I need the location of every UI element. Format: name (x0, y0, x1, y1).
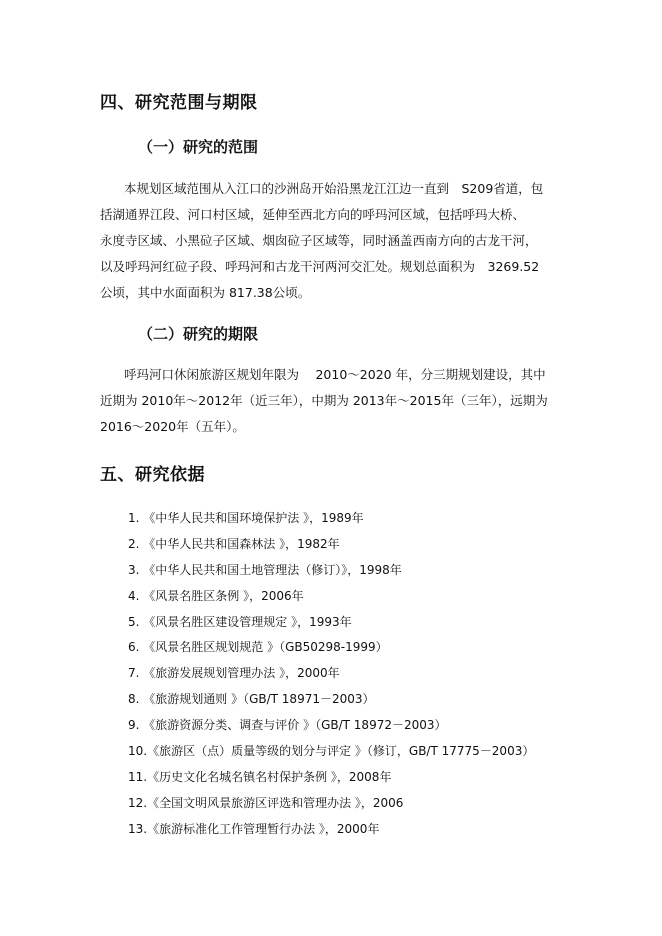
section-4-1-heading: （一）研究的范围 (138, 138, 259, 156)
reference-item: 3. 《中华人民共和国土地管理法（修订）》，1998年 (128, 562, 402, 577)
section-4-2-heading: （二）研究的期限 (138, 325, 259, 343)
paragraph-line: 呼玛河口休闲旅游区规划年限为 2010～2020 年，分三期规划建设，其中 (124, 367, 546, 382)
reference-item: 4. 《风景名胜区条例 》，2006年 (128, 588, 304, 603)
reference-item: 7. 《旅游发展规划管理办法 》，2000年 (128, 666, 340, 681)
reference-item: 1. 《中华人民共和国环境保护法 》，1989年 (128, 511, 364, 525)
reference-item: 12.《全国文明风景旅游区评选和管理办法 》，2006 (128, 795, 404, 810)
reference-item: 11.《历史文化名城名镇名村保护条例 》，2008年 (128, 769, 392, 784)
reference-item: 9. 《旅游资源分类、调查与评价 》（GB/T 18972－2003） (128, 718, 447, 733)
reference-list (128, 506, 534, 843)
reference-item: 6. 《风景名胜区规划规范 》（GB50298-1999） (128, 640, 388, 655)
paragraph-line: 本规划区域范围从入江口的沙洲岛开始沿黑龙江江边一直到 S209省道，包 (124, 181, 544, 196)
reference-item: 2. 《中华人民共和国森林法 》，1982年 (128, 536, 340, 551)
research-scope-paragraph (100, 176, 562, 306)
paragraph-line: 永度寺区域、小黑砬子区域、烟囱砬子区域等，同时涵盖西南方向的古龙干河， (100, 233, 538, 248)
paragraph-line: 2016～2020年（五年）。 (100, 419, 245, 434)
section-5-heading: 五、研究依据 (100, 465, 205, 485)
reference-item: 5. 《风景名胜区建设管理规定 》，1993年 (128, 614, 352, 629)
section-4-heading: 四、研究范围与期限 (100, 93, 258, 113)
reference-item: 8. 《旅游规划通则 》（GB/T 18971－2003） (128, 692, 375, 707)
paragraph-line: 近期为 2010年～2012年（近三年），中期为 2013年～2015年（三年），远期为 (100, 393, 548, 408)
paragraph-line: 公顷，其中水面面积为 817.38公顷。 (100, 285, 311, 300)
paragraph-line: 以及呼玛河红砬子段、呼玛河和古龙干河两河交汇处。规划总面积为 3269.52 (100, 259, 540, 274)
paragraph-line: 括湖通界江段、河口村区域，延伸至西北方向的呼玛河区域，包括呼玛大桥、 (100, 207, 526, 222)
research-period-paragraph (100, 362, 562, 440)
reference-item: 13.《旅游标准化工作管理暂行办法 》，2000年 (128, 821, 380, 836)
reference-item: 10.《旅游区（点）质量等级的划分与评定 》（修订，GB/T 17775－2003） (128, 744, 535, 759)
